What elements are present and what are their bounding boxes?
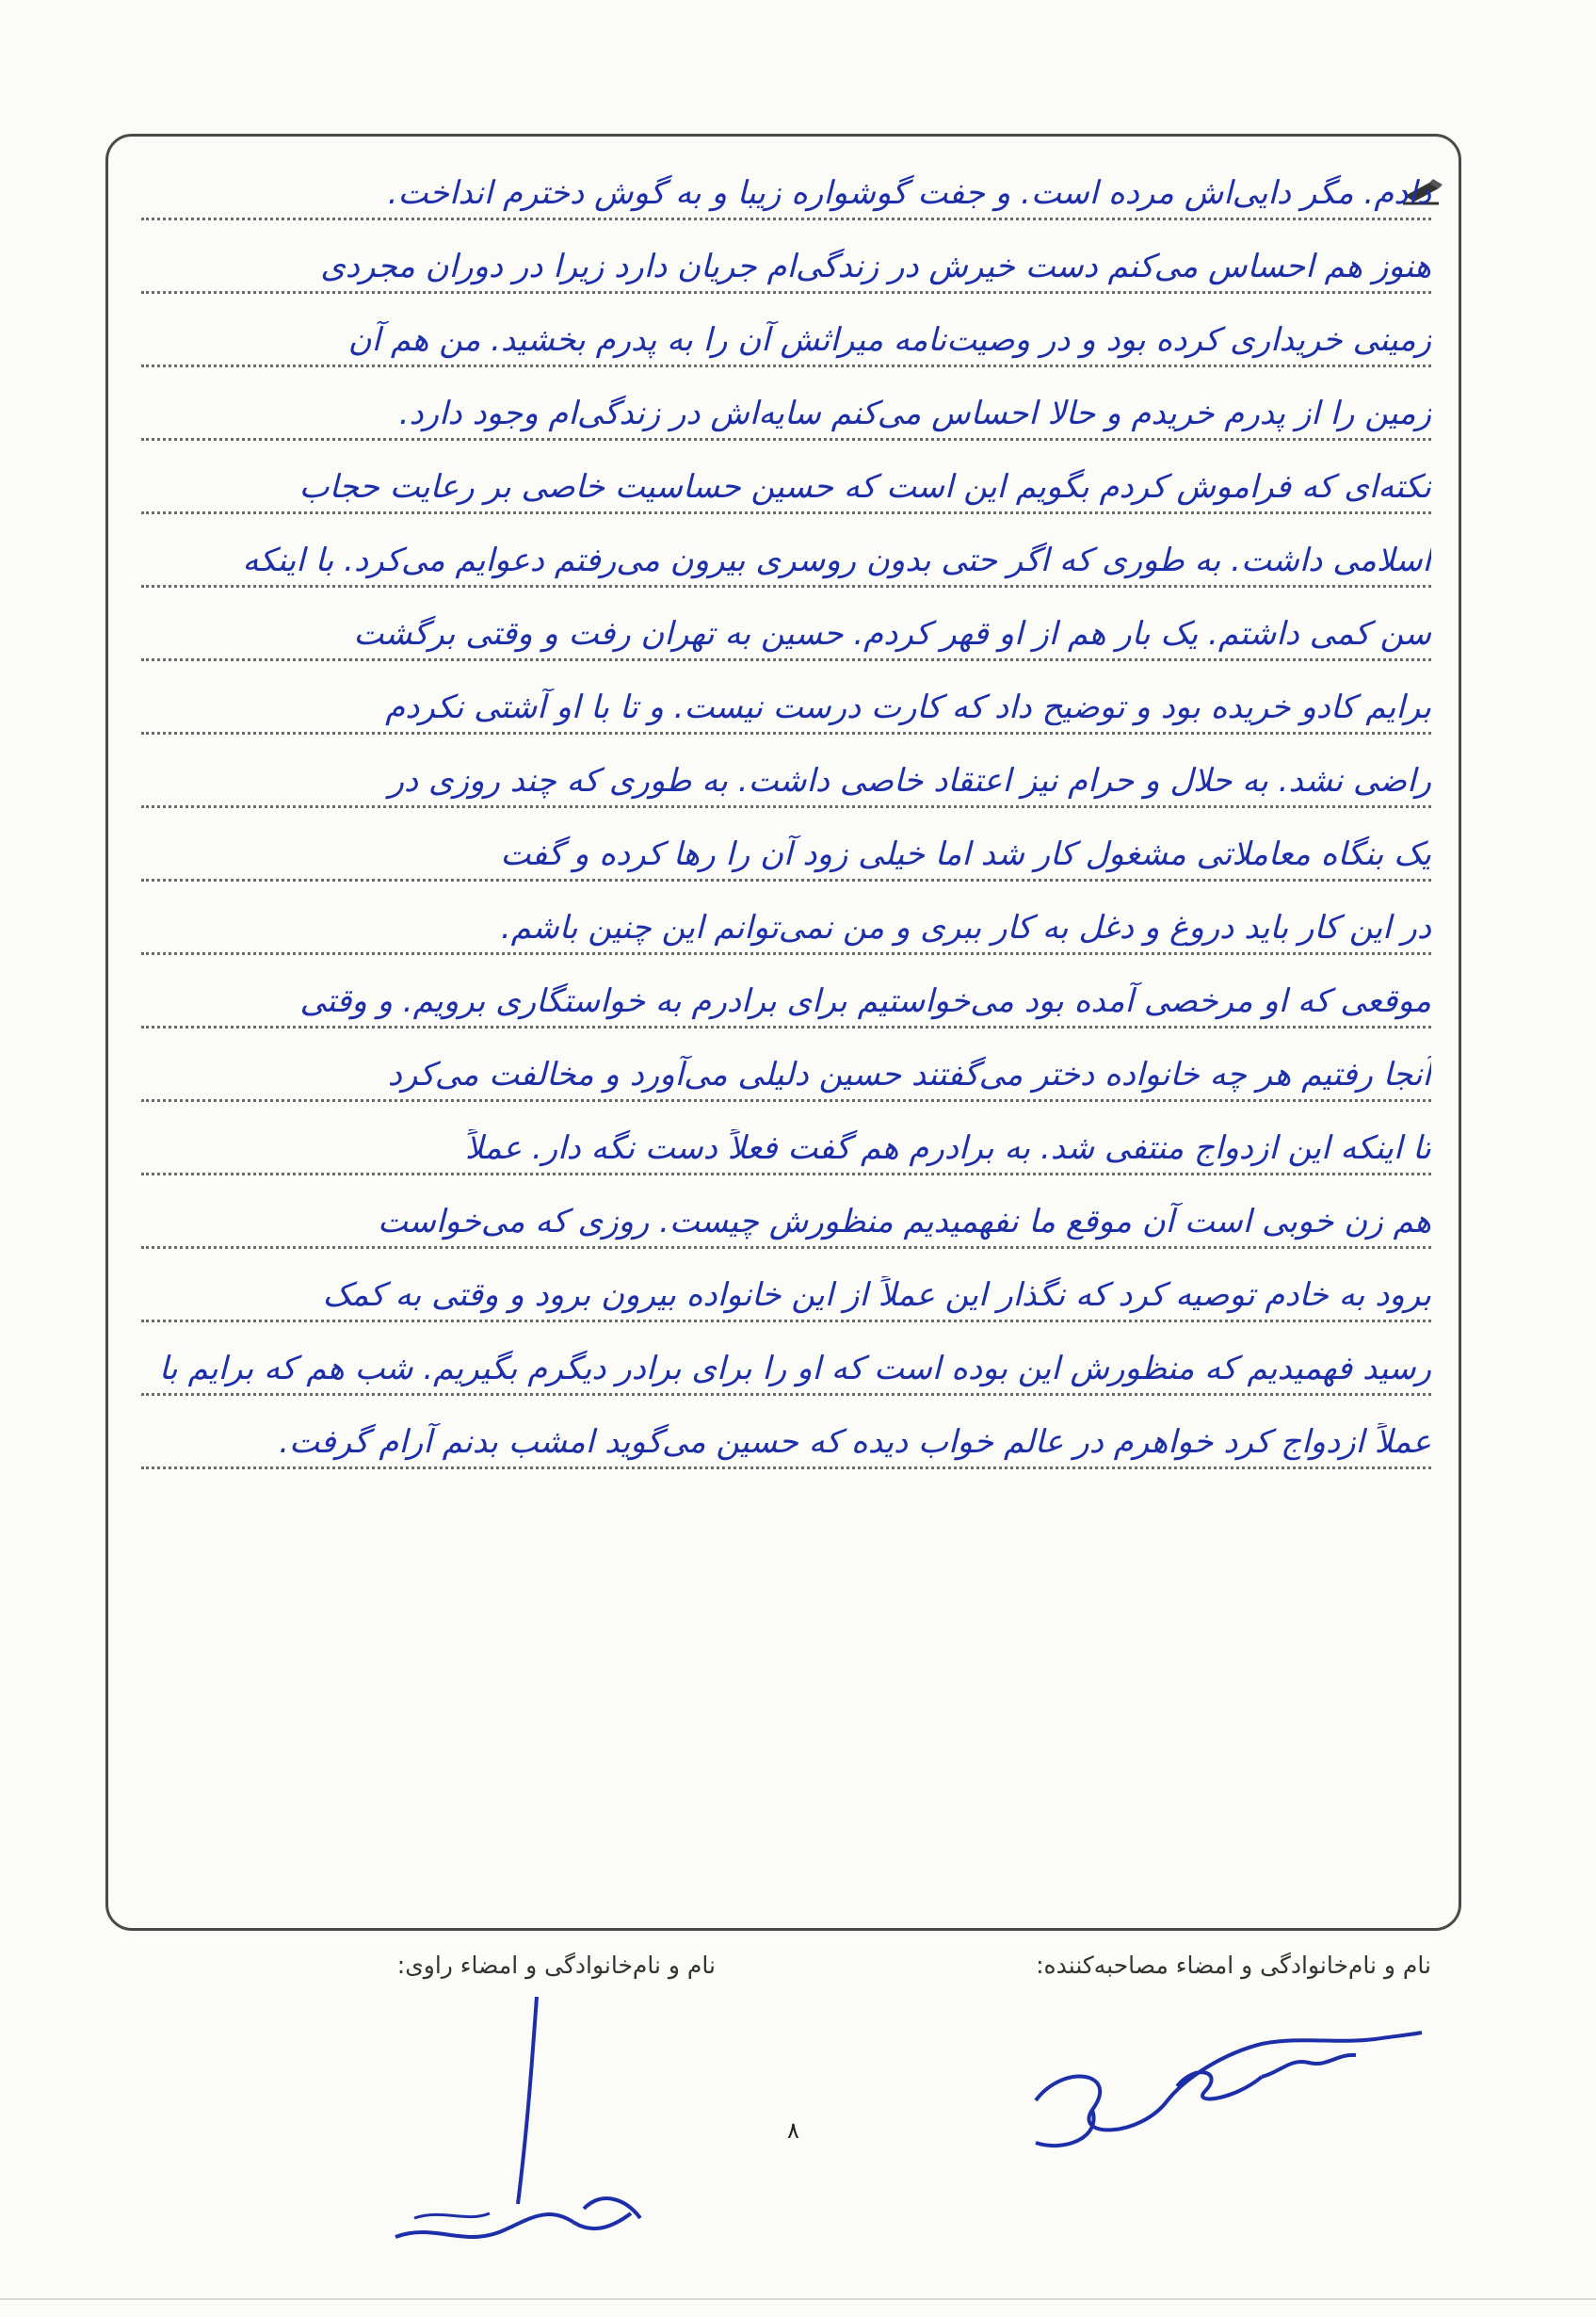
line-text: زمین را از پدرم خریدم و حالا احساس می‌کنم سایه‌اش در زندگی‌ام وجود دارد.: [398, 395, 1431, 432]
text-line: [141, 1170, 1431, 1249]
text-line: [141, 141, 1431, 220]
text-line: [141, 1023, 1431, 1102]
line-text: آنجا رفتیم هر چه خانواده دختر می‌گفتند حسین دلیلی می‌آورد و مخالفت می‌کرد: [387, 1056, 1431, 1094]
text-line: [141, 509, 1431, 588]
text-line: [141, 1096, 1431, 1175]
line-text: یک بنگاه معاملاتی مشغول کار شد اما خیلی زود آن را رها کرده و گفت: [500, 835, 1431, 873]
text-line: [141, 362, 1431, 441]
page-number: ۸: [787, 2117, 799, 2144]
line-text: برایم کادو خریده بود و توضیح داد که کارت درست نیست. و تا با او آشتی نکردم: [385, 689, 1431, 726]
text-line: [141, 729, 1431, 808]
text-line: [141, 435, 1431, 514]
line-text: تا اینکه این ازدواج منتفی شد. به برادرم هم گفت فعلاً دست نگه دار. عملاً: [464, 1129, 1431, 1167]
line-text: نکته‌ای که فراموش کردم بگویم این است که حسین حساسیت خاصی بر رعایت حجاب: [298, 468, 1431, 506]
text-line: [141, 215, 1431, 294]
line-text: زمینی خریداری کرده بود و در وصیت‌نامه میراثش آن را به پدرم بخشید. من هم آن: [347, 321, 1431, 359]
text-line: [141, 582, 1431, 661]
interviewer-signature: [979, 1987, 1431, 2166]
line-text: اسلامی داشت. به طوری که اگر حتی بدون روسری بیرون می‌رفتم دعوایم می‌کرد. با اینکه: [242, 542, 1431, 579]
text-line: [141, 1243, 1431, 1322]
line-text: رسید فهمیدیم که منظورش این بوده است که او را برای برادر دیگرم بگیریم. شب هم که برایم با: [158, 1350, 1431, 1387]
text-line: [141, 876, 1431, 955]
text-line: [141, 1317, 1431, 1396]
text-line: [141, 1390, 1431, 1469]
line-text: راضی نشد. به حلال و حرام نیز اعتقاد خاصی داشت. به طوری که چند روزی در: [388, 762, 1431, 800]
signature-footer: [141, 1952, 1431, 1989]
text-line: [141, 656, 1431, 735]
line-text: دادم. مگر دایی‌اش مرده است. و جفت گوشواره زیبا و به گوش دخترم انداخت.: [387, 174, 1431, 212]
line-text: هنوز هم احساس می‌کنم دست خیرش در زندگی‌ام جریان دارد زیرا در دوران مجردی: [320, 248, 1431, 285]
line-text: عملاً ازدواج کرد خواهرم در عالم خواب دیده که حسین می‌گوید امشب بدنم آرام گرفت.: [279, 1423, 1431, 1461]
text-line: [141, 288, 1431, 367]
line-text: در این کار باید دروغ و دغل به کار ببری و من نمی‌توانم این چنین باشم.: [500, 909, 1431, 947]
text-line: [141, 949, 1431, 1029]
interviewer-signature-label: نام و نام‌خانوادگی و امضاء مصاحبه‌کننده:: [1036, 1952, 1431, 1979]
line-text: موقعی که او مرخصی آمده بود می‌خواستیم برای برادرم به خواستگاری برویم. و وقتی: [299, 982, 1431, 1020]
line-text: برود به خادم توصیه کرد که نگذار این عملاً از این خانواده بیرون برود و وقتی به کمک: [322, 1276, 1431, 1314]
narrator-signature-label: نام و نام‌خانوادگی و امضاء راوی:: [396, 1952, 716, 1979]
line-text: سن کمی داشتم. یک بار هم از او قهر کردم. حسین به تهران رفت و وقتی برگشت: [353, 615, 1431, 653]
scan-edge: [0, 2298, 1596, 2300]
narrator-signature: [377, 1987, 659, 2289]
line-text: هم زن خوبی است آن موقع ما نفهمیدیم منظورش چیست. روزی که می‌خواست: [377, 1203, 1431, 1240]
text-line: [141, 802, 1431, 882]
